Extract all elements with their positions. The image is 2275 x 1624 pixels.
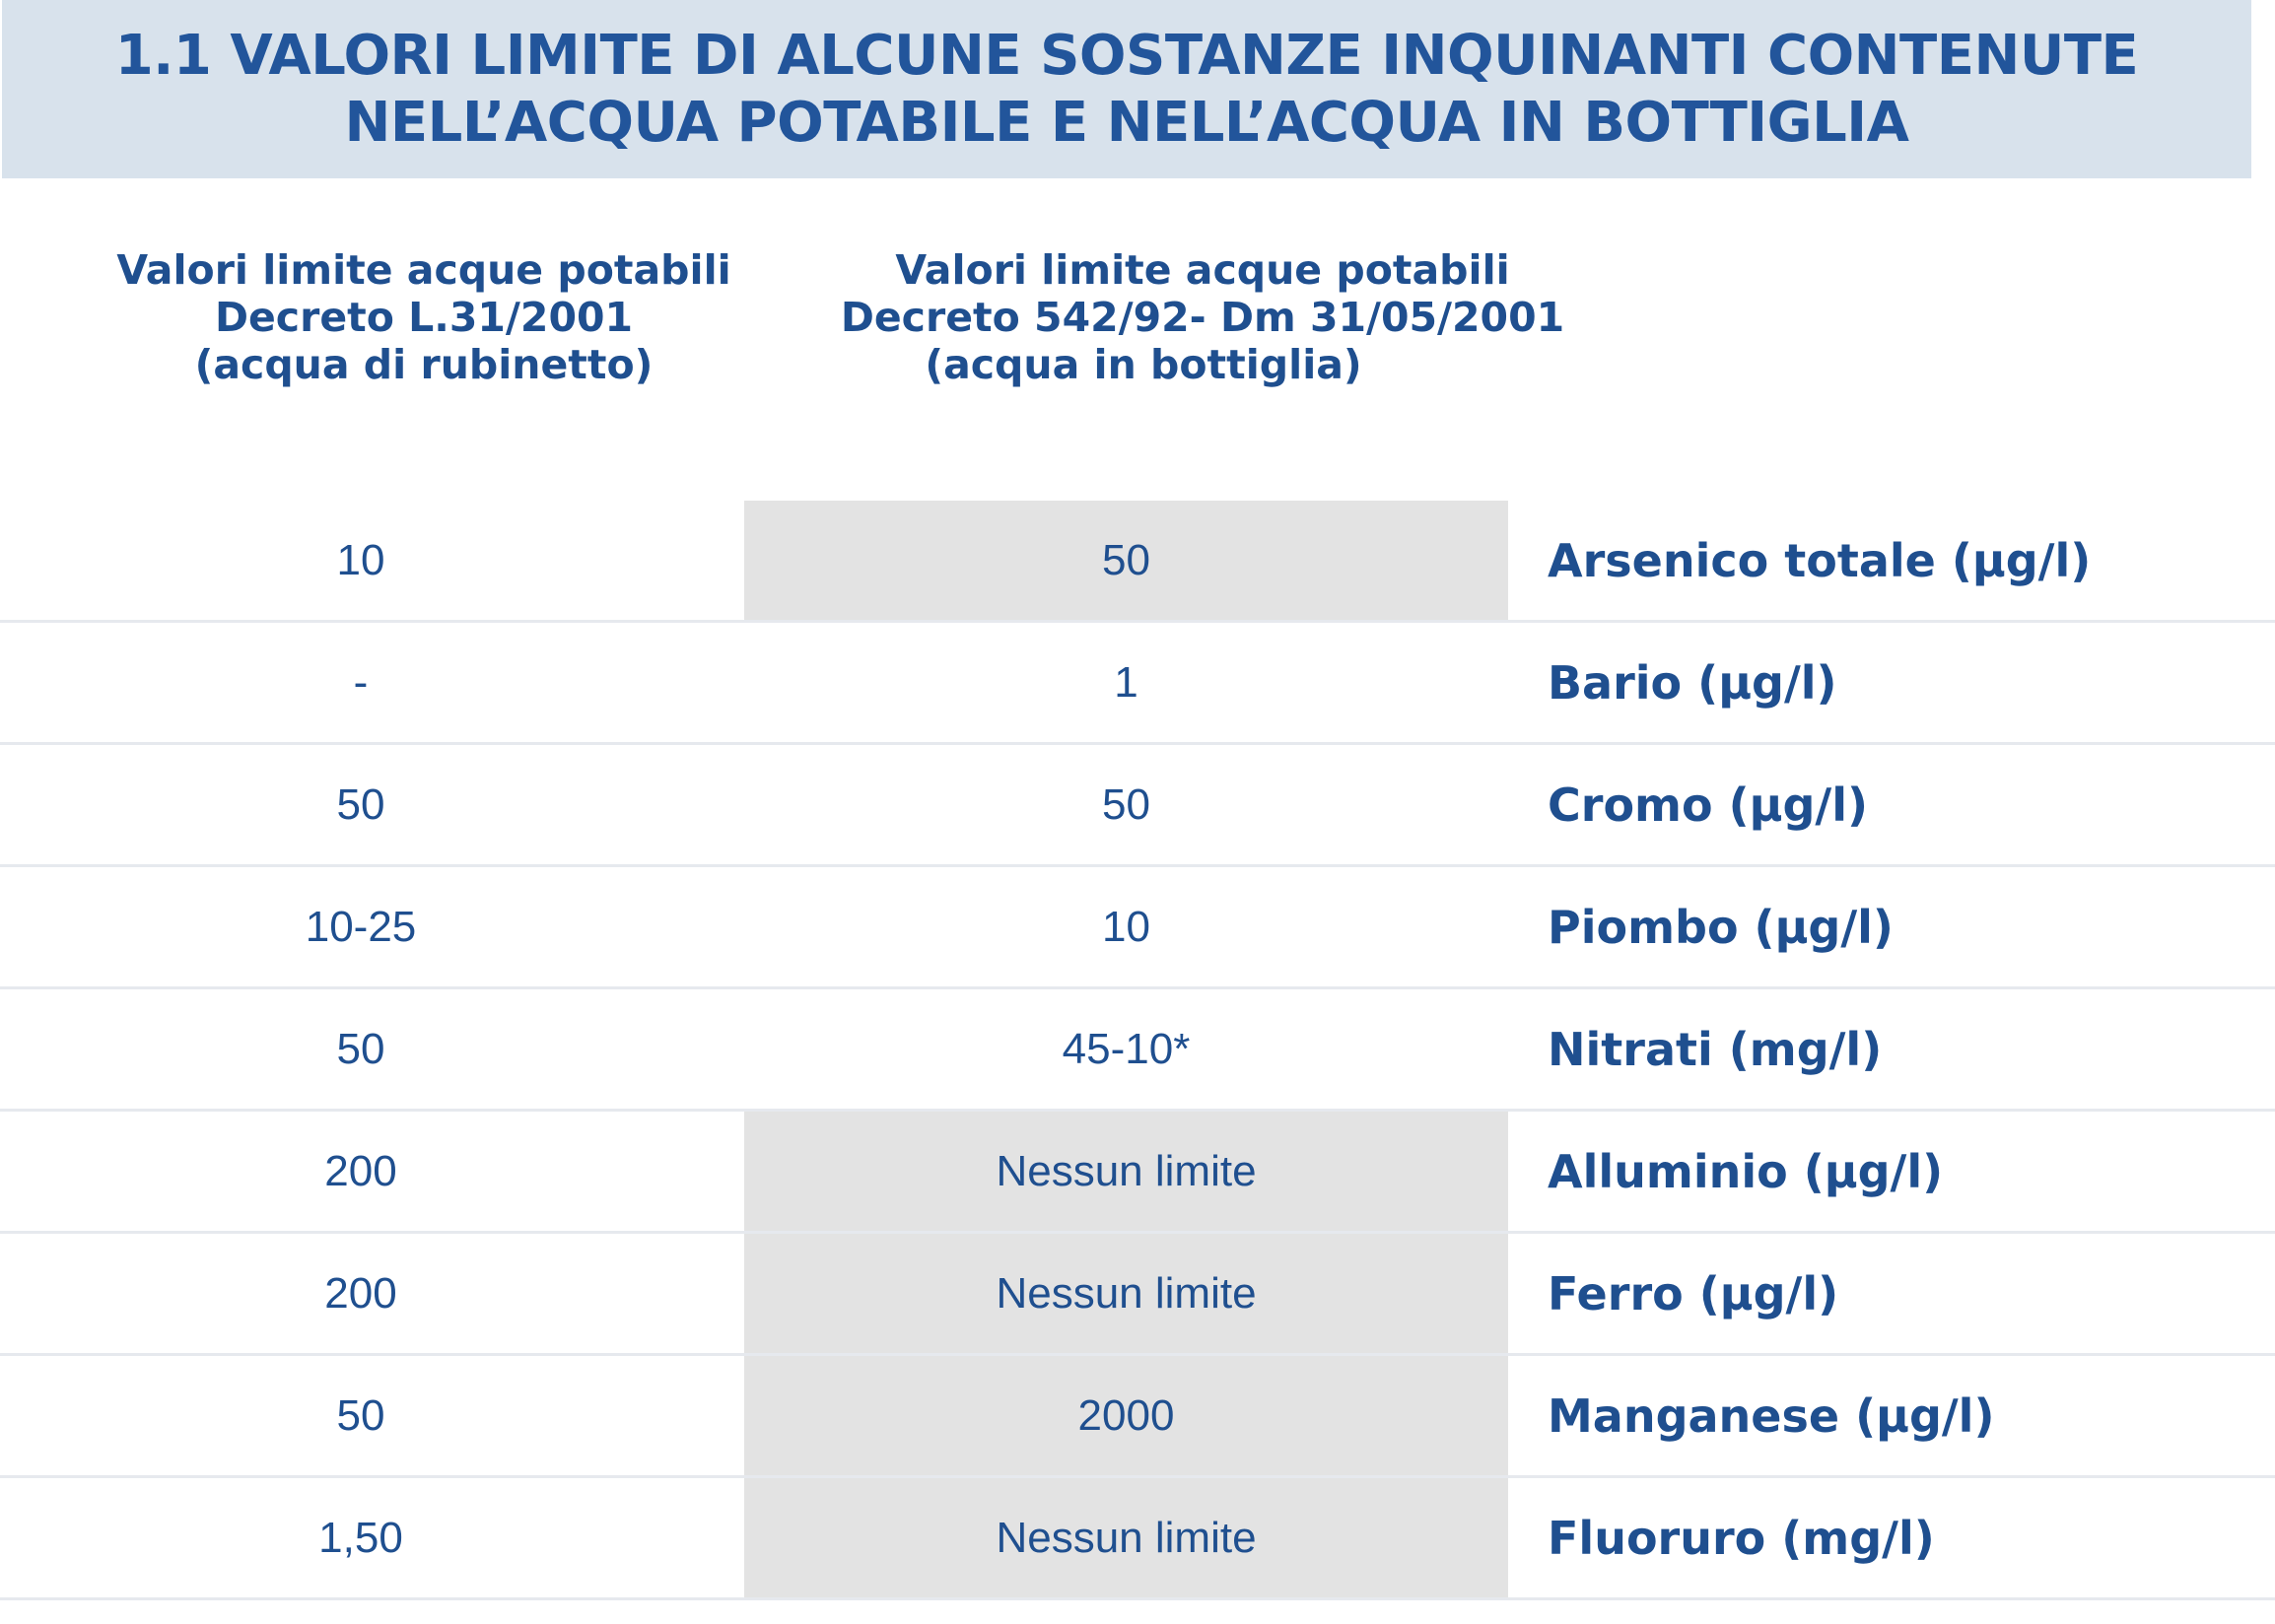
tap-value-cell: - (353, 657, 369, 707)
tap-value-cell: 200 (324, 1268, 397, 1318)
tap-value-cell: 10 (336, 535, 385, 584)
bottle-value-cell: 2000 (744, 1356, 1508, 1475)
substance-name-cell: Arsenico totale (µg/l) (1548, 533, 2092, 587)
substance-name-cell: Nitrati (mg/l) (1548, 1022, 1883, 1076)
tap-value-cell: 50 (336, 1390, 385, 1440)
tap-value-cell: 50 (336, 779, 385, 829)
column-header-tap-line-3: (acqua di rubinetto) (194, 341, 654, 388)
bottle-value-cell: 50 (744, 501, 1508, 620)
bottle-value-cell: 45-10* (1062, 1024, 1191, 1073)
title-banner (2, 0, 2251, 178)
page-title-line-1: 1.1 VALORI LIMITE DI ALCUNE SOSTANZE INQUINANTI CONTENUTE (114, 23, 2139, 88)
tap-value-cell: 200 (324, 1146, 397, 1195)
substance-name-cell: Piombo (µg/l) (1548, 900, 1894, 954)
table-row (0, 501, 2275, 623)
substance-name-cell: Manganese (µg/l) (1548, 1388, 1995, 1443)
table-row (0, 745, 2275, 867)
substance-name-cell: Fluoruro (mg/l) (1548, 1511, 1935, 1565)
table-row (0, 989, 2275, 1112)
substance-name-cell: Bario (µg/l) (1548, 655, 1837, 710)
table-row (0, 1234, 2275, 1356)
column-header-tap-line-1: Valori limite acque potabili (116, 246, 731, 294)
tap-value-cell: 50 (336, 1024, 385, 1073)
bottle-value-cell: 1 (1114, 657, 1138, 707)
column-header-bottle-line-3: (acqua in bottiglia) (925, 341, 1362, 388)
substance-name-cell: Alluminio (µg/l) (1548, 1144, 1944, 1198)
bottle-value-cell: Nessun limite (744, 1234, 1508, 1353)
table-row (0, 867, 2275, 989)
column-header-tap-water (108, 246, 739, 388)
bottle-value-cell: Nessun limite (744, 1112, 1508, 1231)
column-header-tap-line-2: Decreto L.31/2001 (214, 294, 634, 341)
bottle-value-cell: 10 (1102, 902, 1150, 951)
table-row (0, 1478, 2275, 1600)
tap-value-cell: 1,50 (318, 1513, 403, 1562)
tap-value-cell: 10-25 (305, 902, 417, 951)
table-row (0, 1112, 2275, 1234)
column-header-bottle-line-1: Valori limite acque potabili (895, 246, 1510, 294)
substance-name-cell: Ferro (µg/l) (1548, 1266, 1839, 1320)
limits-table (0, 501, 2275, 1600)
table-row (0, 623, 2275, 745)
bottle-value-cell: 50 (1102, 779, 1150, 829)
substance-name-cell: Cromo (µg/l) (1548, 778, 1868, 832)
bottle-value-cell: Nessun limite (744, 1478, 1508, 1597)
page-title-line-2: NELL’ACQUA POTABILE E NELL’ACQUA IN BOTTIGLIA (344, 90, 1909, 155)
column-header-bottled-water (828, 246, 1577, 388)
column-header-bottle-line-2: Decreto 542/92- Dm 31/05/2001 (840, 294, 1565, 341)
table-row (0, 1356, 2275, 1478)
